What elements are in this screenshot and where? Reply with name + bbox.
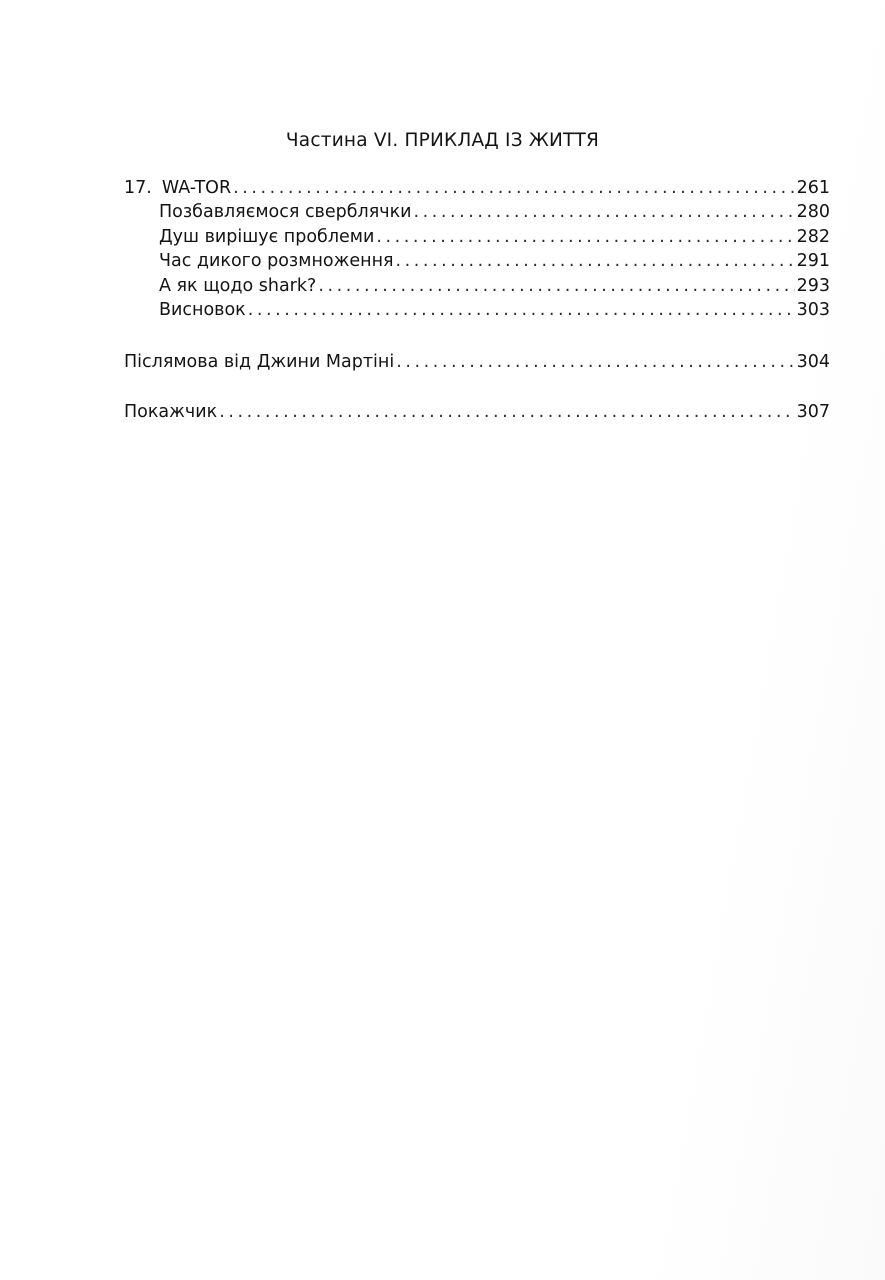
dot-leader <box>219 400 794 424</box>
page-number: 307 <box>796 401 830 422</box>
toc-section-row <box>124 225 830 249</box>
toc-section-row <box>124 298 830 322</box>
section-title: А як щодо shark? <box>159 275 317 296</box>
chapter-title: WA-TOR <box>161 178 232 198</box>
page-number: 280 <box>796 202 830 223</box>
section-title: Висновок <box>159 299 246 320</box>
dot-leader <box>233 176 794 200</box>
section-title: Час дикого розмноження <box>159 251 394 272</box>
page-number: 261 <box>796 178 830 198</box>
page-number: 303 <box>796 299 830 320</box>
dot-leader <box>376 225 794 249</box>
toc-section-row <box>124 274 830 298</box>
page-number: 291 <box>796 251 830 272</box>
index-title: Покажчик <box>124 401 218 422</box>
toc-afterword-row <box>124 350 830 374</box>
table-of-contents <box>124 176 830 424</box>
dot-leader <box>248 298 795 322</box>
toc-index-row <box>124 400 830 424</box>
dot-leader <box>396 350 794 374</box>
dot-leader <box>414 200 795 224</box>
dot-leader <box>396 249 795 273</box>
toc-section-row <box>124 249 830 273</box>
section-title: Душ вирішує проблеми <box>159 226 375 247</box>
chapter-number: 17. <box>124 178 152 198</box>
toc-section-row <box>124 200 830 224</box>
section-title: Позбавляємося сверблячки <box>159 202 412 223</box>
page-number: 282 <box>796 226 830 247</box>
toc-chapter-row <box>124 176 830 200</box>
afterword-title: Післямова від Джини Мартіні <box>124 352 395 373</box>
part-title: Частина VI. ПРИКЛАД ІЗ ЖИТТЯ <box>285 130 600 151</box>
page-number: 304 <box>796 352 830 373</box>
dot-leader <box>318 274 794 298</box>
page-number: 293 <box>796 275 830 296</box>
